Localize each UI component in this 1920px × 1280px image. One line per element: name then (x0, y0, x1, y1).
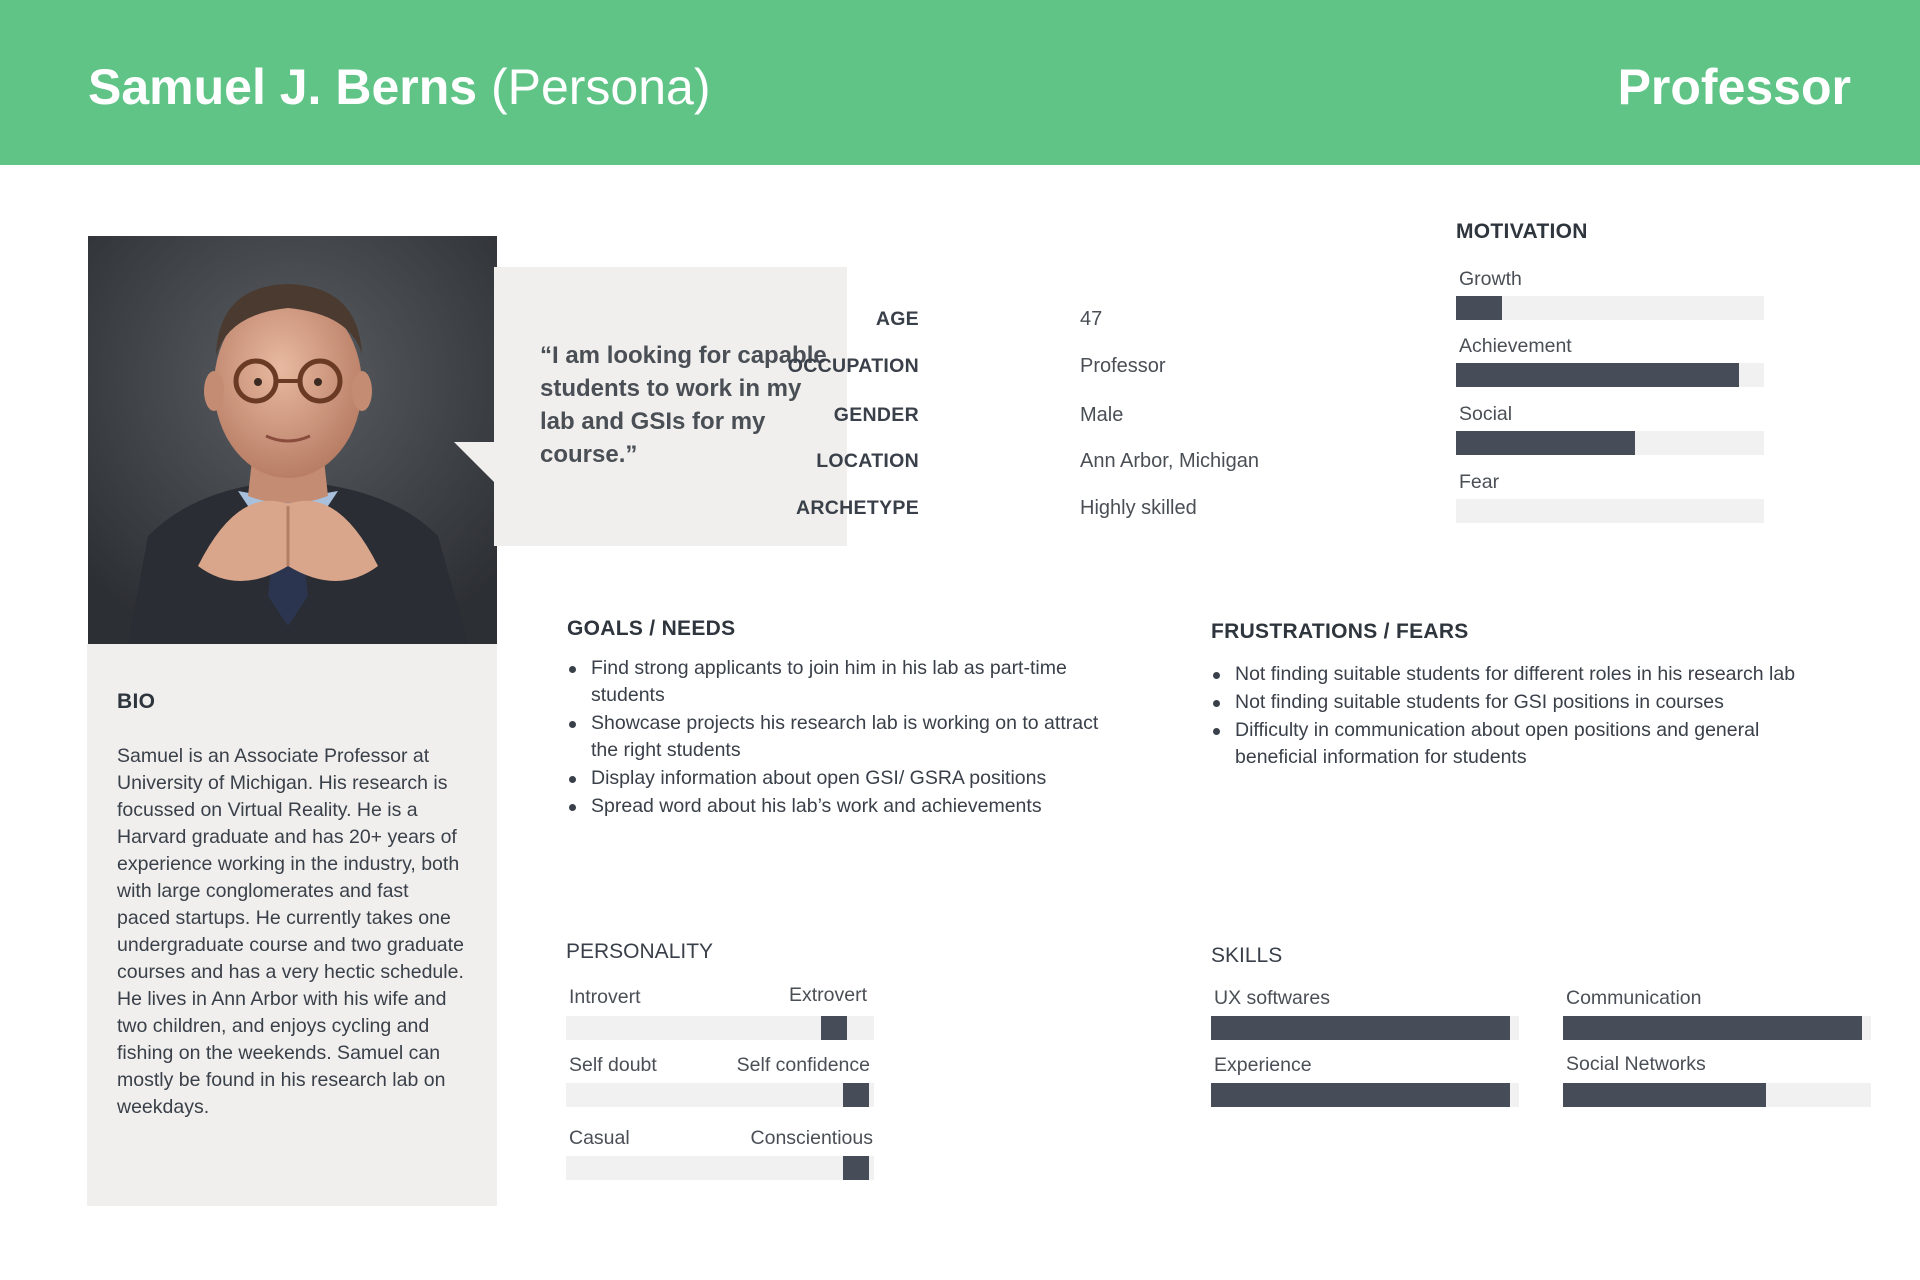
bullet-icon (569, 666, 576, 673)
quote-text: “I am looking for capable students to work in my lab and GSIs for my course.” (540, 342, 827, 468)
motivation-bar-social (1456, 431, 1764, 455)
bullet-icon (1213, 728, 1220, 735)
demographic-row-location (816, 450, 1310, 480)
skill-label-ux: UX softwares (1214, 987, 1330, 1009)
bio-panel (87, 644, 497, 1206)
demographic-label: OCCUPATION (787, 355, 919, 377)
bio-text: Samuel is an Associate Professor at University of Michigan. His research is focussed on Virtual Reality. He is a Harvard graduate and has 20+ years of experience working in the industry, both with large conglomerates and fast paced startups. He currently takes one undergraduate course and two graduate courses and has a very hectic schedule. He lives in Ann Arbor with his wife and two children, and enjoys cycling and fishing on the weekends. Samuel can mostly be found in his research lab on weekdays. (117, 745, 464, 1118)
demographic-label: LOCATION (816, 450, 919, 472)
personality-scale-confidence (566, 1083, 874, 1107)
scale-right-label: Extrovert (788, 984, 867, 1006)
goals-list (567, 655, 1112, 821)
skill-bar-communication (1563, 1016, 1871, 1040)
persona-name-text: Samuel J. Berns (88, 59, 478, 115)
scale-marker (843, 1156, 869, 1180)
skill-fill (1211, 1016, 1510, 1040)
list-item (1211, 689, 1831, 716)
personality-title: PERSONALITY (566, 940, 714, 963)
skill-label-communication: Communication (1566, 987, 1702, 1009)
demographic-label: AGE (875, 308, 919, 330)
demographic-value: 47 (1080, 308, 1103, 330)
goal-text: Showcase projects his research lab is working on to attract the right students (591, 712, 1099, 761)
skill-bar-ux (1211, 1016, 1519, 1040)
goal-text: Spread word about his lab’s work and achievements (591, 795, 1042, 817)
motivation-fill (1456, 431, 1635, 455)
demographic-row-gender (833, 404, 1310, 434)
motivation-bar-achievement (1456, 363, 1764, 387)
skill-fill (1211, 1083, 1510, 1107)
demographic-label: ARCHETYPE (796, 497, 919, 519)
list-item (1211, 717, 1831, 771)
frustration-text: Difficulty in communication about open positions and general beneficial information for students (1235, 719, 1760, 768)
persona-photo (88, 236, 497, 644)
motivation-label-social: Social (1459, 403, 1513, 425)
bullet-icon (1213, 700, 1220, 707)
scale-marker (843, 1083, 869, 1107)
scale-right-label: Conscientious (750, 1127, 873, 1149)
demographic-value: Highly skilled (1080, 497, 1197, 519)
motivation-title: MOTIVATION (1456, 220, 1588, 243)
portrait-image (88, 236, 497, 644)
skill-bar-social-networks (1563, 1083, 1871, 1107)
demographic-row-occupation (787, 355, 1310, 385)
bullet-icon (569, 721, 576, 728)
motivation-label-achievement: Achievement (1459, 335, 1572, 357)
motivation-fill (1456, 296, 1502, 320)
scale-left-label: Casual (569, 1127, 630, 1149)
list-item (567, 765, 1112, 792)
list-item (567, 710, 1112, 764)
goals-title: GOALS / NEEDS (567, 617, 736, 640)
persona-label: (Persona) (490, 59, 711, 115)
demographic-value: Professor (1080, 355, 1166, 377)
demographic-row-archetype (796, 497, 1310, 527)
motivation-bar-fear (1456, 499, 1764, 523)
skill-bar-experience (1211, 1083, 1519, 1107)
list-item (567, 793, 1112, 820)
bullet-icon (569, 804, 576, 811)
scale-left-label: Introvert (569, 986, 641, 1008)
header-banner (0, 0, 1920, 165)
scale-right-label: Self confidence (736, 1054, 870, 1076)
demographic-label: GENDER (833, 404, 919, 426)
quote-pointer (454, 442, 494, 482)
scale-marker (821, 1016, 847, 1040)
personality-scale-conscientious (566, 1156, 874, 1180)
frustrations-list (1211, 661, 1831, 772)
demographic-value: Male (1080, 404, 1124, 426)
goal-text: Find strong applicants to join him in his lab as part-time students (591, 657, 1067, 706)
motivation-bar-growth (1456, 296, 1764, 320)
scale-left-label: Self doubt (569, 1054, 657, 1076)
demographic-row-age (875, 308, 1310, 338)
persona-role: Professor (1617, 59, 1851, 115)
skill-label-social-networks: Social Networks (1566, 1053, 1706, 1075)
motivation-label-fear: Fear (1459, 471, 1500, 493)
personality-scale-introvert-extrovert (566, 1016, 874, 1040)
demographic-value: Ann Arbor, Michigan (1080, 450, 1259, 472)
persona-name (88, 58, 711, 116)
list-item (1211, 661, 1831, 688)
motivation-label-growth: Growth (1459, 268, 1522, 290)
motivation-fill (1456, 363, 1739, 387)
skill-fill (1563, 1083, 1766, 1107)
list-item (567, 655, 1112, 709)
skill-fill (1563, 1016, 1862, 1040)
skills-title: SKILLS (1211, 944, 1283, 967)
frustration-text: Not finding suitable students for GSI positions in courses (1235, 691, 1724, 713)
skill-label-experience: Experience (1214, 1054, 1312, 1076)
goal-text: Display information about open GSI/ GSRA positions (591, 767, 1047, 789)
bullet-icon (569, 776, 576, 783)
frustrations-title: FRUSTRATIONS / FEARS (1211, 620, 1469, 643)
bullet-icon (1213, 672, 1220, 679)
bio-title: BIO (117, 690, 156, 713)
frustration-text: Not finding suitable students for different roles in his research lab (1235, 663, 1796, 685)
